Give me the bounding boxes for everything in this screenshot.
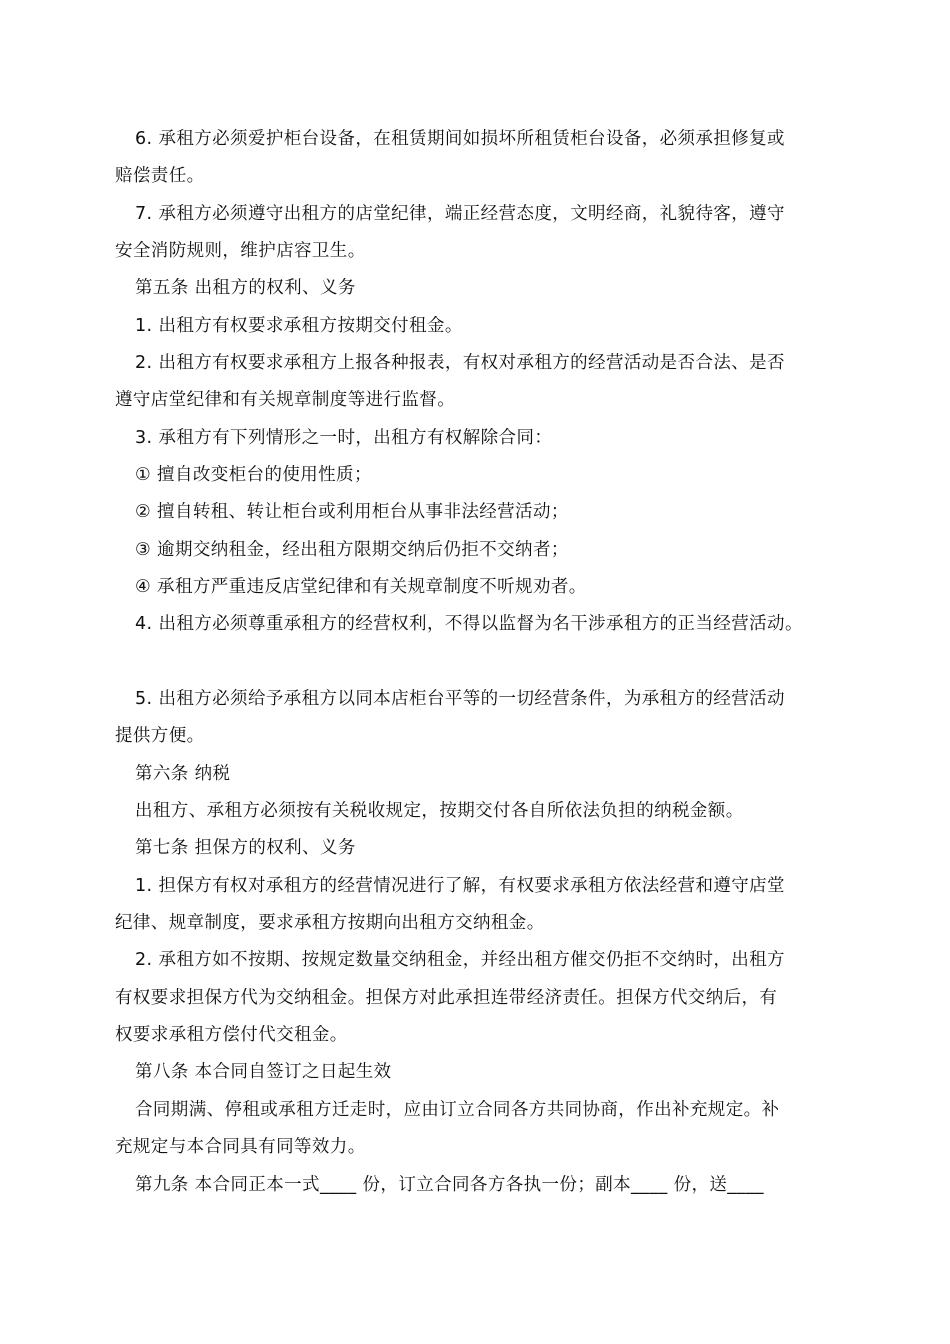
paragraph-line: 2. 承租方如不按期、按规定数量交纳租金，并经出租方催交仍拒不交纳时，出租方 (135, 950, 785, 970)
paragraph-line: 赔偿责任。 (115, 166, 205, 186)
section-heading: 第六条 纳税 (135, 764, 231, 784)
list-item: ④ 承租方严重违反店堂纪律和有关规章制度不听规劝者。 (135, 577, 587, 597)
paragraph-line: 7. 承租方必须遵守出租方的店堂纪律，端正经营态度，文明经商，礼貌待客，遵守 (135, 204, 785, 224)
paragraph-line: 安全消防规则，维护店容卫生。 (115, 241, 366, 261)
paragraph-line: 1. 出租方有权要求承租方按期交付租金。 (135, 316, 463, 336)
paragraph-line: 1. 担保方有权对承租方的经营情况进行了解，有权要求承租方依法经营和遵守店堂 (135, 876, 785, 896)
paragraph-line: 遵守店堂纪律和有关规章制度等进行监督。 (115, 390, 456, 410)
paragraph-line: 权要求承租方偿付代交租金。 (115, 1025, 348, 1045)
section-heading: 第七条 担保方的权利、义务 (135, 838, 356, 858)
list-item: ① 擅自改变柜台的使用性质； (135, 465, 372, 485)
paragraph-line: 3. 承租方有下列情形之一时，出租方有权解除合同： (135, 428, 553, 448)
paragraph-line: 有权要求担保方代为交纳租金。担保方对此承担连带经济责任。担保方代交纳后，有 (115, 988, 778, 1008)
section-heading: 第九条 本合同正本一式____ 份，订立合同各方各执一份；副本____ 份，送____ (135, 1175, 764, 1195)
paragraph-line: 提供方便。 (115, 726, 205, 746)
paragraph-line: 5. 出租方必须给予承租方以同本店柜台平等的一切经营条件，为承租方的经营活动 (135, 689, 785, 709)
section-heading: 第五条 出租方的权利、义务 (135, 278, 356, 298)
paragraph-line: 出租方、承租方必须按有关税收规定，按期交付各自所依法负担的纳税金额。 (135, 801, 744, 821)
paragraph-line: 充规定与本合同具有同等效力。 (115, 1137, 366, 1157)
list-item: ③ 逾期交纳租金，经出租方限期交纳后仍拒不交纳者； (135, 540, 569, 560)
paragraph-line: 6. 承租方必须爱护柜台设备，在租赁期间如损坏所租赁柜台设备，必须承担修复或 (135, 129, 785, 149)
paragraph-line: 4. 出租方必须尊重承租方的经营权利，不得以监督为名干涉承租方的正当经营活动。 (135, 614, 803, 634)
paragraph-line: 合同期满、停租或承租方迁走时，应由订立合同各方共同协商，作出补充规定。补 (135, 1100, 780, 1120)
paragraph-line: 纪律、规章制度，要求承租方按期向出租方交纳租金。 (115, 913, 545, 933)
list-item: ② 擅自转租、转让柜台或利用柜台从事非法经营活动； (135, 502, 569, 522)
paragraph-line: 2. 出租方有权要求承租方上报各种报表，有权对承租方的经营活动是否合法、是否 (135, 353, 785, 373)
section-heading: 第八条 本合同自签订之日起生效 (135, 1062, 392, 1082)
